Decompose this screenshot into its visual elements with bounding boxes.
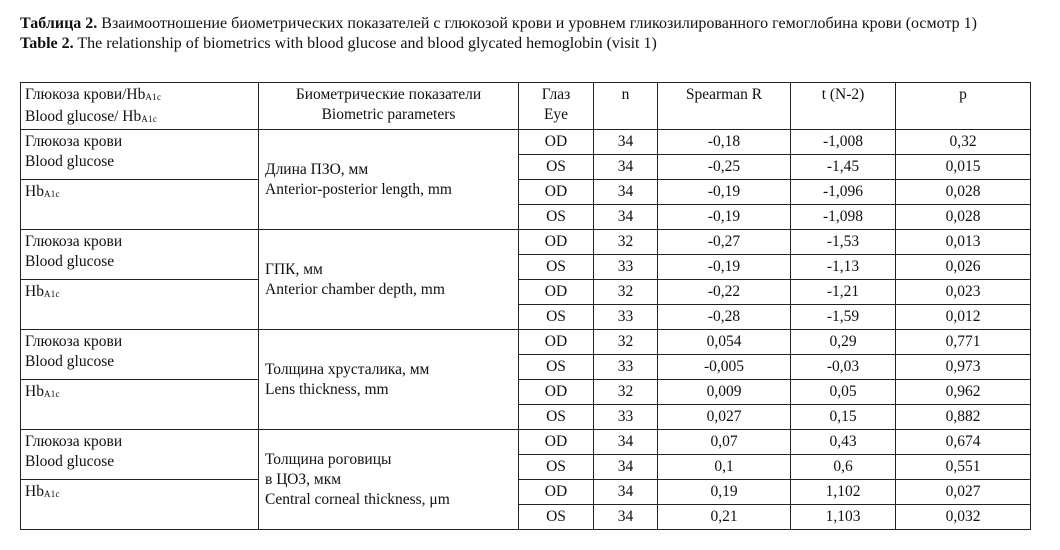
caption-en <box>20 34 1040 54</box>
caption-ru-text: Взаимоотношение биометрических показателей с глюкозой крови и уровнем гликозилированного гемоглобина крови (осмотр 1) <box>97 15 977 32</box>
glucose-label-en: Blood glucose <box>25 353 115 370</box>
glucose-label-ru: Глюкоза крови <box>25 433 123 450</box>
results-table <box>20 82 1031 530</box>
eye-cell: OD <box>519 180 594 205</box>
header-col2-en: Biometric parameters <box>321 106 456 123</box>
glucose-label-en: Blood glucose <box>25 153 115 170</box>
n-cell: 34 <box>594 480 658 505</box>
header-col1-ru: Глюкоза крови/Hb <box>25 86 146 103</box>
hb-label: Hb <box>25 483 44 500</box>
p-cell: 0,015 <box>896 155 1031 180</box>
row-label-glucose <box>21 130 259 180</box>
spearman-cell: 0,07 <box>658 430 791 455</box>
biometric-parameter <box>259 130 519 230</box>
row-label-hba1c <box>21 380 259 430</box>
n-cell: 33 <box>594 305 658 330</box>
biometric-parameter <box>259 330 519 430</box>
t-cell: 0,43 <box>791 430 896 455</box>
t-cell: 1,103 <box>791 505 896 530</box>
spearman-cell: -0,22 <box>658 280 791 305</box>
n-cell: 32 <box>594 230 658 255</box>
glucose-label-ru: Глюкоза крови <box>25 133 123 150</box>
n-cell: 34 <box>594 155 658 180</box>
row-label-glucose <box>21 230 259 280</box>
table-row <box>21 330 1031 355</box>
row-label-glucose <box>21 330 259 380</box>
hb-label-sub: A1c <box>43 189 60 199</box>
p-cell: 0,012 <box>896 305 1031 330</box>
t-cell: -1,13 <box>791 255 896 280</box>
t-cell: -0,03 <box>791 355 896 380</box>
eye-cell: OS <box>519 455 594 480</box>
header-t: t (N-2) <box>791 83 896 130</box>
biometric-parameter-line: Anterior-posterior length, mm <box>265 180 452 198</box>
n-cell: 33 <box>594 405 658 430</box>
table-row <box>21 480 1031 505</box>
row-label-glucose <box>21 430 259 480</box>
eye-cell: OS <box>519 155 594 180</box>
row-label-hba1c <box>21 180 259 230</box>
glucose-label-ru: Глюкоза крови <box>25 233 123 250</box>
row-label-hba1c <box>21 480 259 530</box>
header-spearman: Spearman R <box>658 83 791 130</box>
spearman-cell: 0,21 <box>658 505 791 530</box>
caption-ru <box>20 14 1040 34</box>
eye-cell: OD <box>519 330 594 355</box>
spearman-cell: -0,19 <box>658 255 791 280</box>
spearman-cell: 0,054 <box>658 330 791 355</box>
biometric-parameter-line: Central corneal thickness, μm <box>265 490 450 508</box>
glucose-label-en: Blood glucose <box>25 253 115 270</box>
header-col1-en: Blood glucose/ Hb <box>25 108 142 125</box>
table-caption <box>20 14 1040 54</box>
header-col1-en-sub: A1c <box>141 114 158 124</box>
caption-en-label: Table 2. <box>20 35 74 52</box>
biometric-parameter-line: Толщина роговицы <box>265 450 392 468</box>
n-cell: 34 <box>594 205 658 230</box>
eye-cell: OD <box>519 230 594 255</box>
biometric-parameter-line: Толщина хрусталика, мм <box>265 360 430 378</box>
t-cell: -1,53 <box>791 230 896 255</box>
t-cell: 0,15 <box>791 405 896 430</box>
row-label-hba1c <box>21 280 259 330</box>
p-cell: 0,973 <box>896 355 1031 380</box>
biometric-parameter-line: Lens thickness, mm <box>265 380 389 398</box>
t-cell: -1,096 <box>791 180 896 205</box>
header-n: n <box>594 83 658 130</box>
n-cell: 33 <box>594 355 658 380</box>
eye-cell: OS <box>519 405 594 430</box>
n-cell: 32 <box>594 380 658 405</box>
p-cell: 0,674 <box>896 430 1031 455</box>
p-cell: 0,032 <box>896 505 1031 530</box>
hb-label: Hb <box>25 183 44 200</box>
header-col3-ru: Глаз <box>541 86 571 103</box>
p-cell: 0,028 <box>896 205 1031 230</box>
n-cell: 33 <box>594 255 658 280</box>
spearman-cell: 0,009 <box>658 380 791 405</box>
eye-cell: OS <box>519 255 594 280</box>
t-cell: 0,29 <box>791 330 896 355</box>
p-cell: 0,771 <box>896 330 1031 355</box>
n-cell: 34 <box>594 430 658 455</box>
header-col2-ru: Биометрические показатели <box>295 86 482 103</box>
eye-cell: OS <box>519 505 594 530</box>
eye-cell: OD <box>519 280 594 305</box>
eye-cell: OS <box>519 355 594 380</box>
spearman-cell: -0,28 <box>658 305 791 330</box>
biometric-parameter <box>259 230 519 330</box>
p-cell: 0,962 <box>896 380 1031 405</box>
n-cell: 32 <box>594 330 658 355</box>
table-row <box>21 280 1031 305</box>
spearman-cell: -0,19 <box>658 205 791 230</box>
header-glucose-hb <box>21 83 259 130</box>
hb-label: Hb <box>25 383 44 400</box>
t-cell: 0,05 <box>791 380 896 405</box>
table-row <box>21 430 1031 455</box>
header-col3-en: Eye <box>543 106 569 123</box>
caption-ru-label: Таблица 2. <box>20 15 98 32</box>
table-row <box>21 380 1031 405</box>
n-cell: 32 <box>594 280 658 305</box>
hb-label-sub: A1c <box>43 389 60 399</box>
spearman-cell: -0,18 <box>658 130 791 155</box>
p-cell: 0,028 <box>896 180 1031 205</box>
header-col1-ru-sub: A1c <box>145 92 162 102</box>
header-biometric <box>259 83 519 130</box>
glucose-label-ru: Глюкоза крови <box>25 333 123 350</box>
n-cell: 34 <box>594 180 658 205</box>
t-cell: 1,102 <box>791 480 896 505</box>
n-cell: 34 <box>594 130 658 155</box>
spearman-cell: 0,19 <box>658 480 791 505</box>
eye-cell: OD <box>519 130 594 155</box>
eye-cell: OS <box>519 305 594 330</box>
t-cell: -1,098 <box>791 205 896 230</box>
table-row <box>21 180 1031 205</box>
eye-cell: OD <box>519 380 594 405</box>
p-cell: 0,551 <box>896 455 1031 480</box>
biometric-parameter-line: в ЦОЗ, мкм <box>265 470 342 488</box>
hb-label: Hb <box>25 283 44 300</box>
p-cell: 0,023 <box>896 280 1031 305</box>
spearman-cell: -0,27 <box>658 230 791 255</box>
header-eye <box>519 83 594 130</box>
eye-cell: OD <box>519 430 594 455</box>
t-cell: 0,6 <box>791 455 896 480</box>
spearman-cell: 0,027 <box>658 405 791 430</box>
hb-label-sub: A1c <box>43 289 60 299</box>
table-row <box>21 230 1031 255</box>
caption-en-text: The relationship of biometrics with blood glucose and blood glycated hemoglobin (visit 1) <box>73 35 657 52</box>
hb-label-sub: A1c <box>43 489 60 499</box>
p-cell: 0,013 <box>896 230 1031 255</box>
p-cell: 0,027 <box>896 480 1031 505</box>
biometric-parameter-line: Длина ПЗО, мм <box>265 160 369 178</box>
glucose-label-en: Blood glucose <box>25 453 115 470</box>
spearman-cell: -0,005 <box>658 355 791 380</box>
eye-cell: OS <box>519 205 594 230</box>
t-cell: -1,21 <box>791 280 896 305</box>
spearman-cell: -0,19 <box>658 180 791 205</box>
t-cell: -1,59 <box>791 305 896 330</box>
n-cell: 34 <box>594 455 658 480</box>
p-cell: 0,32 <box>896 130 1031 155</box>
table-row <box>21 130 1031 155</box>
t-cell: -1,008 <box>791 130 896 155</box>
spearman-cell: 0,1 <box>658 455 791 480</box>
table-body <box>21 130 1031 530</box>
p-cell: 0,882 <box>896 405 1031 430</box>
t-cell: -1,45 <box>791 155 896 180</box>
biometric-parameter-line: ГПК, мм <box>265 260 323 278</box>
biometric-parameter-line: Anterior chamber depth, mm <box>265 280 445 298</box>
biometric-parameter <box>259 430 519 530</box>
n-cell: 34 <box>594 505 658 530</box>
header-row <box>21 83 1031 130</box>
header-p: p <box>896 83 1031 130</box>
spearman-cell: -0,25 <box>658 155 791 180</box>
p-cell: 0,026 <box>896 255 1031 280</box>
eye-cell: OD <box>519 480 594 505</box>
